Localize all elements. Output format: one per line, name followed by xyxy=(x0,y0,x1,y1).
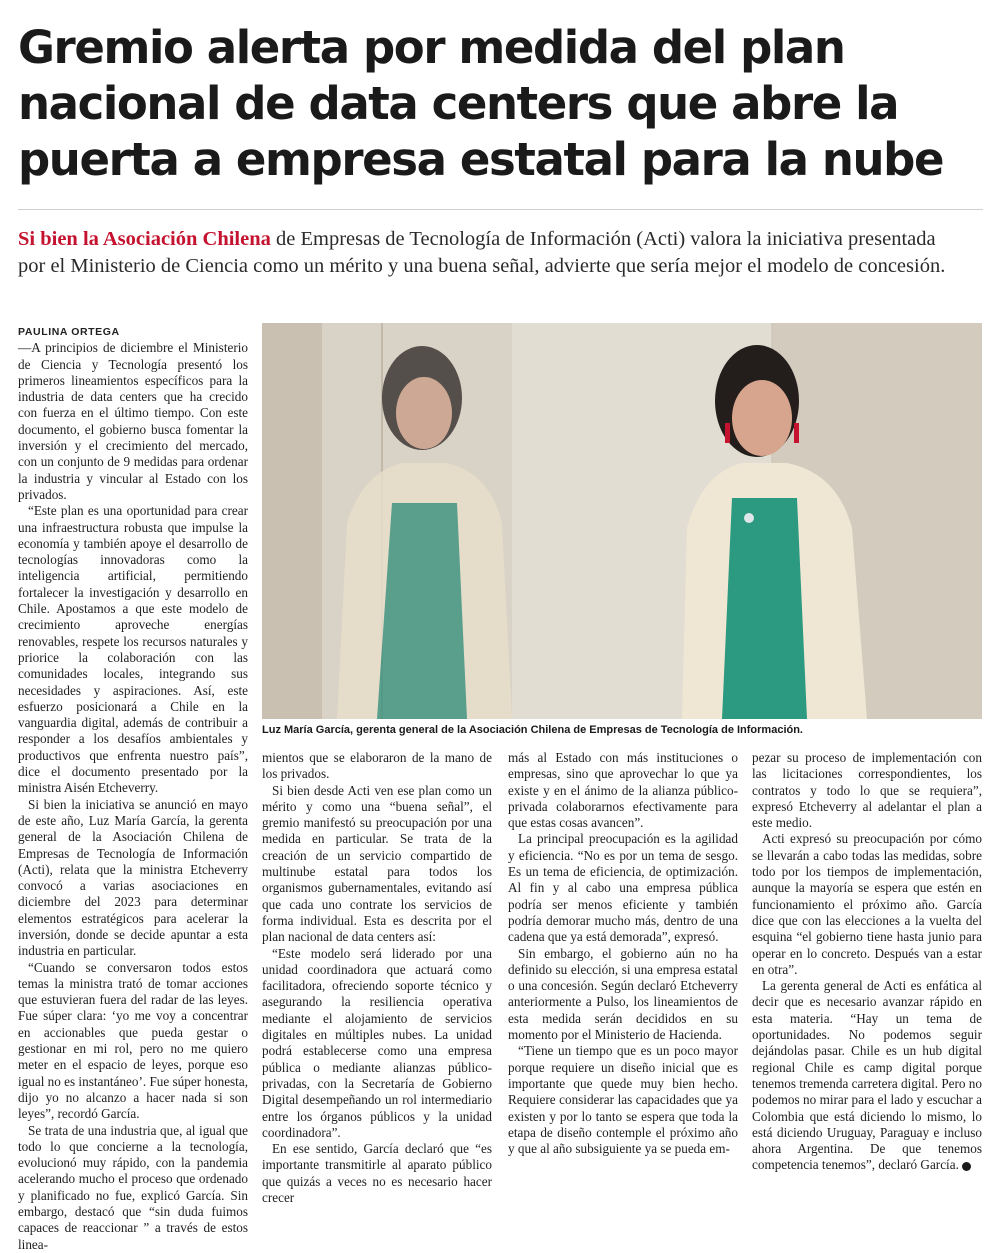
paragraph: Se trata de una industria que, al igual que todo lo que concierne a la tecnología, evolucionó muy rápido, con la pandemia acelerando mucho el proceso que ordenado y planificado no fue, explicó García. Sin embargo, destacó que “sin duda fuimos capaces de reaccionar ” a través de estos linea- xyxy=(18,1122,248,1252)
paragraph: Acti expresó su preocupación por cómo se llevarán a cabo todas las medidas, sobre todo por los tiempos de implementación, aunque la mayoría se espera que estén en funcionamiento el próximo año. García dice que con las elecciones a la vuelta del esquina “el gobierno tiene hasta junio para operar en lo concreto. Después van a estar en otra”. xyxy=(752,831,982,977)
article-column-4 xyxy=(752,750,982,1174)
photo-illustration xyxy=(262,323,982,719)
paragraph: Sin embargo, el gobierno aún no ha definido su elección, si una empresa estatal o una concesión. Según declaró Etcheverry anteriormente a Pulso, los lineamientos de esta medida serán decididos en su momento por el Ministerio de Hacienda. xyxy=(508,945,738,1043)
paragraph: mientos que se elaboraron de la mano de los privados. xyxy=(262,750,492,782)
paragraph: más al Estado con más instituciones o empresas, sino que aprovechar lo que ya existe y en el ánimo de la alianza público-privada colaborarnos efectivamente para que estas cosas avancen”. xyxy=(508,750,738,831)
paragraph xyxy=(752,978,982,1174)
headline-line: nacional de data centers que abre la xyxy=(18,77,899,130)
paragraph: pezar su proceso de implementación con las licitaciones correspondientes, los contratos y todo lo que se requiera”, expresó Etcheverry al adelantar el plan a este medio. xyxy=(752,750,982,831)
paragraph: “Tiene un tiempo que es un poco mayor porque requiere un diseño inicial que es importante que quede muy bien hecho. Requiere considerar las capacidades que ya existen y por lo tanto se espera que toda la etapa de diseño contemple el próximo año y que al año subsiguiente ya se pueda em- xyxy=(508,1043,738,1157)
article-column-3 xyxy=(508,750,738,1157)
paragraph-text: La gerenta general de Acti es enfática al decir que es necesario avanzar rápido en esta materia. “Hay un tema de oportunidades. No podemos seguir dejándolas pasar. Chile es un hub digital regional Chile es camp digital porque tenemos tremenda carretera digital. Pero no podemos no mirar para el lado y escuchar a Colombia que está diciendo lo mismo, lo está diciendo Uruguay, Paraguay e incluso ahora Argentina. De que tenemos competencia tenemos”, declaró García. xyxy=(752,978,982,1173)
deck-text: de Empresas de Tecnología de Información (Acti) valora la iniciativa presentada xyxy=(270,228,936,250)
paragraph: Si bien desde Acti ven ese plan como un mérito y como una “buena señal”, el gremio manifestó su preocupación por una medida en particular. Se trata de la creación de un servicio compartido de multinube estatal para todos los organismos gubernamentales, evitando así que cada uno contrate los servicios de forma individual. Esta es descrita por el plan nacional de data centers así: xyxy=(262,782,492,945)
paragraph: Si bien la iniciativa se anunció en mayo de este año, Luz María García, la gerenta general de la Asociación Chilena de Empresas de Tecnología de Información (Acti), relata que la ministra Etcheverry convocó a varias asociaciones en diciembre del 2023 para determinar elementos estratégicos para acelerar la inversión, donde se decide apuntar a esta industria en particular. xyxy=(18,796,248,959)
divider xyxy=(18,209,983,210)
paragraph: La principal preocupación es la agilidad y eficiencia. “No es por un tema de sesgo. Es un tema de eficiencia, de optimización. Al fin y al cabo una empresa pública podría ser menos eficiente y también podría demorar mucho más, dentro de una cadena que ya está demorada”, expresó. xyxy=(508,831,738,945)
deck-line xyxy=(18,226,983,253)
paragraph: “Cuando se conversaron todos estos temas la ministra trató de tomar acciones que estuvieran fuera del radar de las leyes. Fue súper clara: ‘yo me voy a concentrar en accionables que pueda gestar o gestionar en mi rol, pero no me quiero meter en el espacio de leyes, porque eso igual no es instantáneo’. Fue súper honesta, dijo yo no alcanzo a hacer nada si son leyes”, recordó García. xyxy=(18,959,248,1122)
headline-line: Gremio alerta por medida del plan xyxy=(18,21,845,74)
paragraph: “Este plan es una oportunidad para crear una infraestructura robusta que impulse la economía y también apoye el desarrollo de tecnologías innovadoras como la inteligencia artificial, permitiendo fortalecer la investigación y desarrollo en Chile. Apostamos a que este modelo de crecimiento aproveche energías renovables, respete los recursos naturales y priorice la colaboración con las comunidades locales, integrando sus necesidades y aspiraciones. Así, este esfuerzo posicionará a Chile en la vanguardia digital, además de contribuir a responder a los desafíos ambientales y productivos que enfrenta nuestro país”, dice el documento presentado por la ministra Aisén Etcheverry. xyxy=(18,503,248,796)
headline xyxy=(18,20,978,188)
paragraph: “Este modelo será liderado por una unidad coordinadora que actuará como facilitadora, ofreciendo soporte técnico y asegurando la resiliencia operativa mediante el alojamiento de servicios digitales en múltiples nubes. La unidad podrá establecerse como una empresa pública o mediante alianzas público-privadas, con la Secretaría de Gobierno Digital desempeñando un rol intermediario entre los órganos públicos y la unidad coordinadora”. xyxy=(262,945,492,1140)
photo-caption: Luz María García, gerenta general de la Asociación Chilena de Empresas de Tecnología de Información. xyxy=(262,724,803,736)
photo xyxy=(262,323,982,719)
deck xyxy=(18,226,983,280)
end-of-article-icon xyxy=(962,1162,971,1171)
headline-line: puerta a empresa estatal para la nube xyxy=(18,133,944,186)
byline: PAULINA ORTEGA xyxy=(18,326,120,338)
article-column-2 xyxy=(262,750,492,1206)
deck-line: por el Ministerio de Ciencia como un mérito y una buena señal, advierte que sería mejor el modelo de concesión. xyxy=(18,255,946,277)
paragraph: —A principios de diciembre el Ministerio de Ciencia y Tecnología presentó los primeros lineamientos específicos para la industria de data centers que ha crecido con fuerza en el último tiempo. Con este documento, el gobierno busca fomentar la inversión y el crecimiento del mercado, con un conjunto de 9 medidas para ordenar la industria y vincular al Estado con los privados. xyxy=(18,340,248,502)
paragraph: En ese sentido, García declaró que “es importante transmitirle al aparato público que quizás a veces no es necesario hacer crecer xyxy=(262,1141,492,1206)
article-column-1 xyxy=(18,324,248,1253)
deck-lead: Si bien la Asociación Chilena xyxy=(18,228,271,250)
